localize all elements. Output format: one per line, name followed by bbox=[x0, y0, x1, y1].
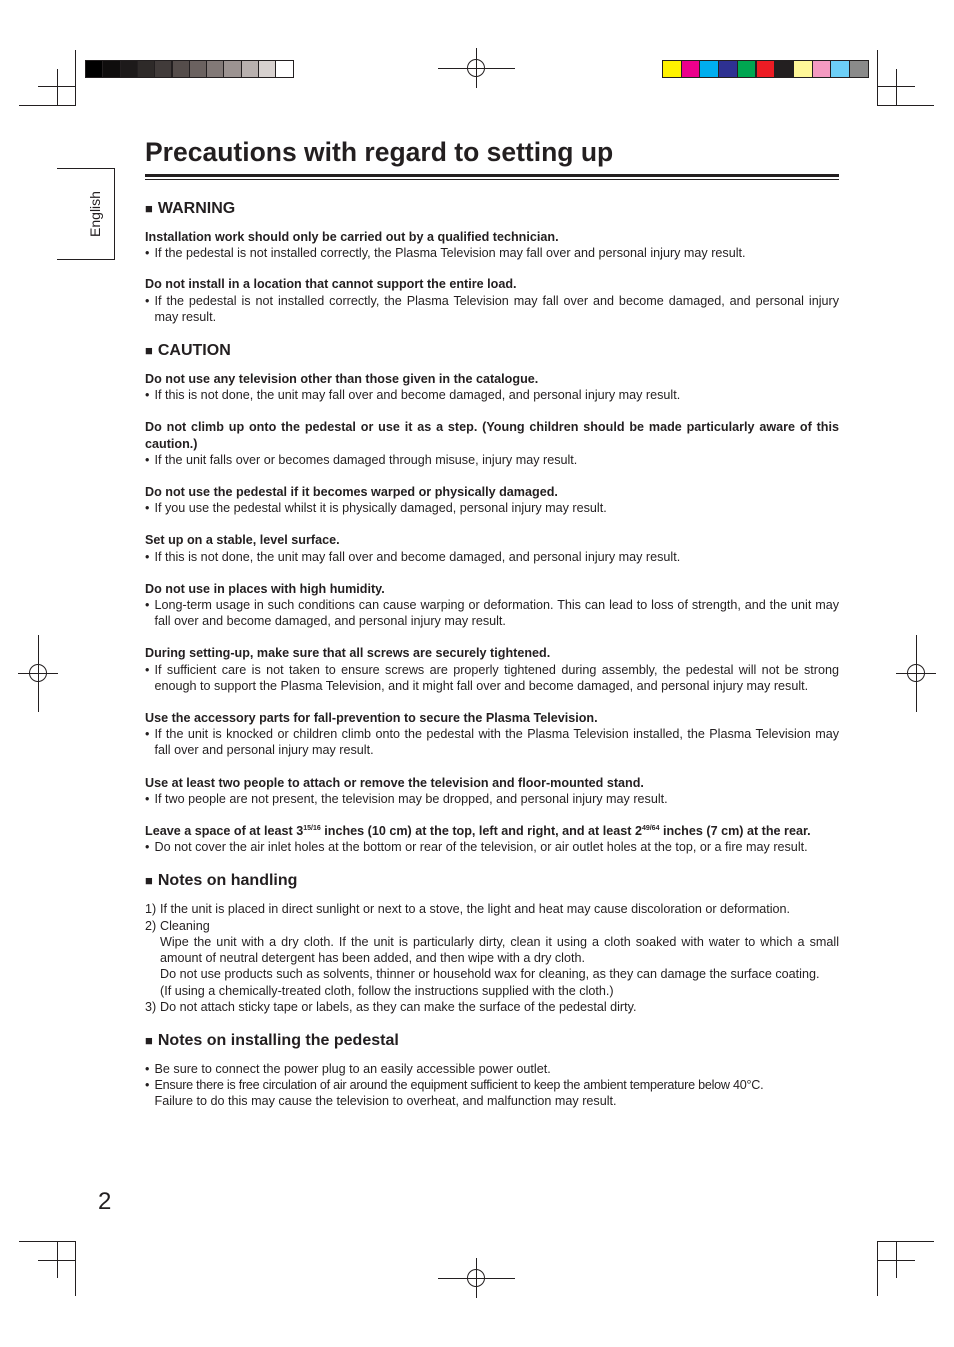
warning-heading bbox=[145, 199, 839, 219]
color-swatch bbox=[275, 60, 293, 78]
language-label: English bbox=[87, 191, 103, 237]
bullet-text: Do not cover the air inlet holes at the bottom or rear of the television, or air outlet holes at the top, or a fire may result. bbox=[154, 840, 808, 855]
caution-item-title: Use the accessory parts for fall-prevention to secure the Plasma Television. bbox=[145, 711, 598, 726]
bullet-icon: • bbox=[145, 1078, 150, 1093]
caution-item-title: Do not use in places with high humidity. bbox=[145, 581, 385, 596]
color-swatch bbox=[223, 60, 241, 78]
bullet-icon: • bbox=[145, 293, 150, 308]
color-swatch bbox=[699, 60, 719, 78]
color-swatch bbox=[172, 60, 190, 78]
fraction-2: 49/64 bbox=[641, 825, 660, 833]
bullet-icon: • bbox=[145, 549, 150, 564]
installing-bullet-1 bbox=[145, 1061, 839, 1077]
color-swatch bbox=[681, 60, 701, 78]
warning-item-bullet bbox=[145, 245, 839, 261]
caution-item-title: During setting-up, make sure that all screws are securely tightened. bbox=[145, 646, 551, 661]
bullet-icon: • bbox=[145, 501, 150, 516]
item-text: If the unit is placed in direct sunlight or next to a stove, the light and heat may cause discoloration or deformation. bbox=[160, 902, 791, 917]
caution-space-bullet bbox=[145, 839, 839, 855]
space-text-1: Leave a space of at least 3 bbox=[145, 824, 304, 839]
bullet-text: If the pedestal is not installed correctly, the Plasma Television may fall over and personal injury may result. bbox=[154, 246, 746, 261]
handling-heading-text: Notes on handling bbox=[157, 872, 298, 890]
title-rule-thick bbox=[145, 174, 839, 177]
installing-bullet-2-continued: Failure to do this may cause the television to overheat, and malfunction may result. bbox=[154, 1094, 617, 1109]
caution-item-bullet bbox=[145, 791, 839, 807]
item-text: Do not attach sticky tape or labels, as they can make the surface of the pedestal dirty. bbox=[160, 999, 637, 1014]
color-swatch bbox=[774, 60, 794, 78]
color-swatch bbox=[662, 60, 682, 78]
item-number: 3) bbox=[145, 999, 157, 1014]
handling-item-1 bbox=[145, 901, 839, 917]
color-swatch bbox=[206, 60, 224, 78]
bullet-icon: • bbox=[145, 388, 150, 403]
warning-heading-text: WARNING bbox=[157, 200, 236, 217]
color-swatch bbox=[85, 60, 103, 78]
warning-item-bullet bbox=[145, 293, 839, 325]
language-tab bbox=[57, 168, 115, 260]
caution-space-title bbox=[145, 823, 839, 839]
handling-item-3 bbox=[145, 999, 839, 1015]
color-swatch bbox=[737, 60, 757, 78]
space-text-2: inches (10 cm) at the top, left and right, and at least 2 bbox=[320, 824, 642, 839]
fraction-1: 15/16 bbox=[303, 825, 321, 833]
caution-heading-text: CAUTION bbox=[157, 342, 231, 360]
installing-heading-text: Notes on installing the pedestal bbox=[157, 1031, 399, 1049]
item-number: 2) bbox=[145, 918, 157, 933]
color-swatch bbox=[241, 60, 259, 78]
bullet-icon: • bbox=[145, 598, 150, 613]
caution-item-title: Do not use the pedestal if it becomes warped or physically damaged. bbox=[145, 485, 558, 500]
bullet-icon: • bbox=[145, 246, 150, 261]
cleaning-paragraph-1: Wipe the unit with a dry cloth. If the unit is particularly dirty, clean it using a cloth soaked with water to which a small amount of neutral detergent has been added, and then wipe with a dry cloth. bbox=[160, 934, 839, 966]
item-text: Cleaning bbox=[160, 918, 210, 933]
bullet-text: If the unit is knocked or children climb onto the pedestal with the Plasma Television installed, the Plasma Television may fall over and personal injury may result. bbox=[154, 727, 839, 758]
square-bullet-icon: ■ bbox=[145, 1032, 153, 1048]
color-swatch bbox=[812, 60, 832, 78]
color-swatch bbox=[830, 60, 850, 78]
item-number: 1) bbox=[145, 902, 157, 917]
space-text-3: inches (7 cm) at the rear. bbox=[659, 824, 811, 839]
caution-item-title: Use at least two people to attach or remove the television and floor-mounted stand. bbox=[145, 775, 644, 790]
page-title: Precautions with regard to setting up bbox=[145, 137, 614, 167]
caution-item-title: Set up on a stable, level surface. bbox=[145, 533, 340, 548]
color-swatch bbox=[154, 60, 172, 78]
installing-heading bbox=[145, 1031, 839, 1051]
caution-item-title: Do not use any television other than those given in the catalogue. bbox=[145, 372, 539, 387]
warning-item-title: Do not install in a location that cannot support the entire load. bbox=[145, 277, 517, 292]
cleaning-paragraph-2: Do not use products such as solvents, thinner or household wax for cleaning, as they can damage the surface coating. bbox=[160, 967, 820, 982]
bullet-text: If this is not done, the unit may fall over and become damaged, and personal injury may result. bbox=[154, 549, 681, 564]
color-swatch bbox=[189, 60, 207, 78]
bullet-icon: • bbox=[145, 791, 150, 806]
bullet-text: If sufficient care is not taken to ensure screws are properly tightened during assembly, the pedestal will not be strong enough to support the Plasma Television, and it might fall over and become damaged, and personal injury may result. bbox=[154, 662, 839, 693]
warning-item-title: Installation work should only be carried out by a qualified technician. bbox=[145, 230, 559, 244]
page-number: 2 bbox=[98, 1188, 112, 1215]
color-swatch bbox=[102, 60, 120, 78]
square-bullet-icon: ■ bbox=[145, 873, 153, 889]
bullet-icon: • bbox=[145, 1061, 150, 1076]
caution-item-bullet bbox=[145, 452, 839, 468]
bullet-text: If two people are not present, the television may be dropped, and personal injury may result. bbox=[154, 791, 668, 806]
caution-heading bbox=[145, 341, 839, 361]
bullet-text: Long-term usage in such conditions can cause warping or deformation. This can lead to loss of strength, and the unit may fall over and become damaged, and personal injury may result. bbox=[154, 598, 839, 629]
bullet-text: Ensure there is free circulation of air around the equipment sufficient to keep the ambient temperature below 40°C. bbox=[154, 1078, 764, 1093]
color-swatch bbox=[258, 60, 276, 78]
bullet-text: If the unit falls over or becomes damaged through misuse, injury may result. bbox=[154, 452, 578, 467]
installing-bullet-2 bbox=[145, 1077, 839, 1093]
color-swatch bbox=[849, 60, 869, 78]
color-swatch bbox=[120, 60, 138, 78]
title-rule-thin bbox=[145, 179, 839, 180]
bullet-text: If this is not done, the unit may fall over and become damaged, and personal injury may result. bbox=[154, 388, 681, 403]
bullet-icon: • bbox=[145, 452, 150, 467]
bullet-text: Be sure to connect the power plug to an easily accessible power outlet. bbox=[154, 1061, 551, 1076]
square-bullet-icon: ■ bbox=[145, 343, 153, 359]
cleaning-paragraph-3: (If using a chemically-treated cloth, follow the instructions supplied with the cloth.) bbox=[160, 983, 614, 998]
color-swatch bbox=[756, 60, 776, 78]
bullet-text: If you use the pedestal whilst it is physically damaged, personal injury may result. bbox=[154, 501, 607, 516]
color-swatch bbox=[718, 60, 738, 78]
bullet-icon: • bbox=[145, 727, 150, 742]
square-bullet-icon: ■ bbox=[145, 201, 153, 216]
handling-heading bbox=[145, 871, 839, 891]
bullet-icon: • bbox=[145, 662, 150, 677]
caution-item-bullet bbox=[145, 549, 839, 565]
caution-item-bullet bbox=[145, 662, 839, 694]
main-content bbox=[145, 199, 839, 1110]
caution-item-title: Do not climb up onto the pedestal or use it as a step. (Young children should be made particularly aware of this caution.) bbox=[145, 420, 839, 451]
color-swatch bbox=[137, 60, 155, 78]
handling-item-2 bbox=[145, 918, 839, 934]
caution-item-bullet bbox=[145, 387, 839, 403]
color-swatch bbox=[793, 60, 813, 78]
bullet-text: If the pedestal is not installed correctly, the Plasma Television may fall over and become damaged, and personal injury may result. bbox=[154, 293, 839, 324]
caution-item-bullet bbox=[145, 500, 839, 516]
caution-item-bullet bbox=[145, 726, 839, 758]
bullet-icon: • bbox=[145, 840, 150, 855]
caution-item-bullet bbox=[145, 597, 839, 629]
